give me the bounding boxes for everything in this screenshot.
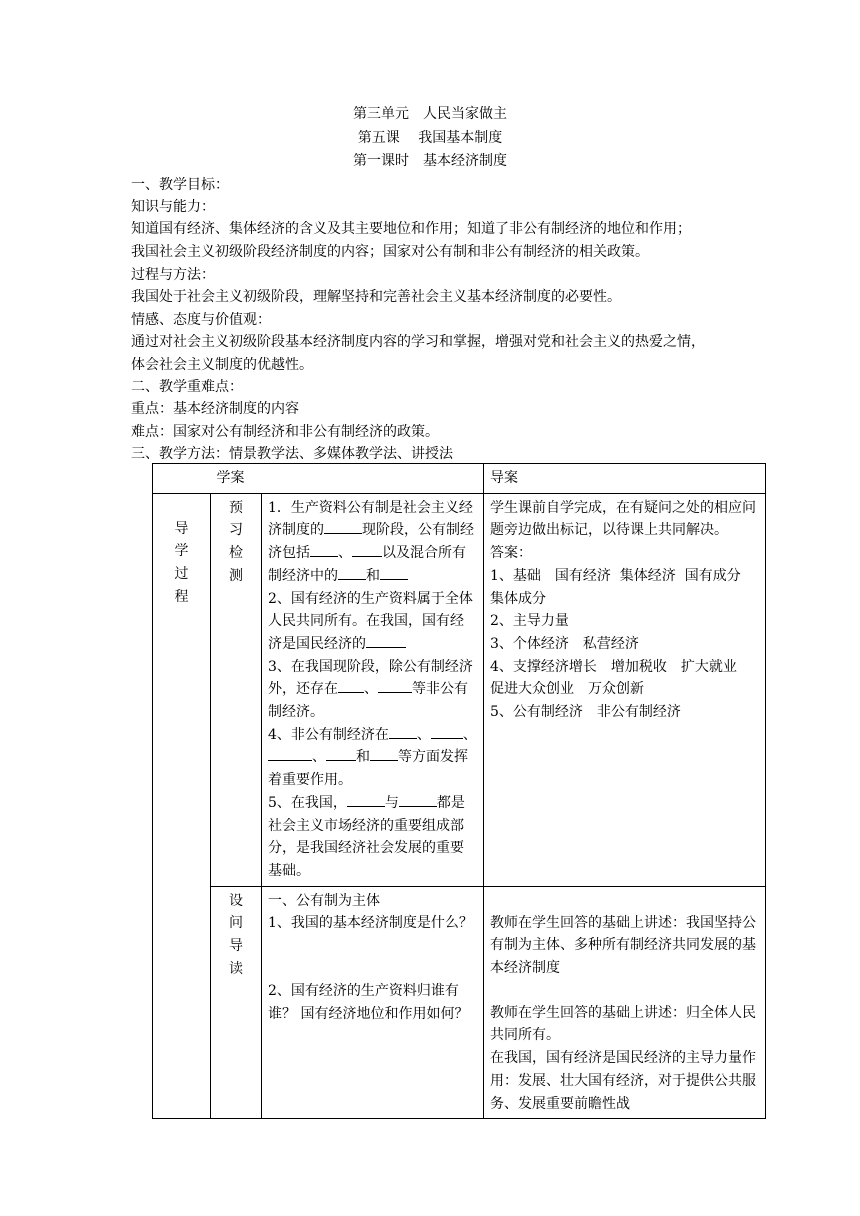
question-1: 1．生产资料公有制是社会主义经济制度的 现阶段，公有制经济包括 、 以及混合所有制经济中的 和 — [268, 499, 474, 584]
body-line: 体会社会主义制度的优越性。 — [131, 357, 313, 373]
body-line: 难点：国家对公有制经济和非公有制经济的政策。 — [131, 424, 439, 440]
body-line: 我国社会主义初级阶段经济制度的内容；国家对公有制和非公有制经济的相关政策。 — [131, 244, 649, 260]
body-line: 通过对社会主义初级阶段基本经济制度内容的学习和掌握，增强对党和社会主义的热爱之情， — [131, 334, 705, 350]
question-4: 4、非公有制经济在 、 、、 和 等方面发挥着重要作用。 — [268, 724, 477, 792]
answer-line: 3、个体经济 私营经济 — [490, 635, 639, 652]
answer-line: 2、主导力量 — [490, 613, 569, 630]
guided-answers: 教师在学生回答的基础上讲述：我国坚持公有制为主体、多种所有制经济共同发展的基本经济制度 教师在学生回答的基础上讲述：归全体人民共同所有。 在我国，国有经济是国民经济的主导力量作用：发展、壮大国有经济，对于提供公共服务、发展重要前瞻性战 — [484, 886, 766, 1119]
question-3: 3、在我国现阶段，除公有制经济外，还存在 、 等非公有制经济。 — [268, 658, 473, 721]
question-5: 5、在我国， 与 都是社会主义市场经济的重要组成部分，是我国经济社会发展的重要基础。 — [268, 792, 477, 883]
body-line: 知道国有经济、集体经济的含义及其主要地位和作用；知道了非公有制经济的地位和作用； — [131, 221, 691, 237]
body-line: 过程与方法： — [131, 267, 215, 283]
title-period: 第一课时 基本经济制度 — [353, 153, 507, 169]
answer-line: 4、支撑经济增长 增加税收 扩大就业 促进大众创业 万众创新 — [490, 658, 751, 698]
table-header-row — [153, 464, 766, 494]
answer-line: 5、公有制经济 非公有制经济 — [490, 704, 681, 721]
table-row — [153, 886, 766, 1119]
title-unit: 第三单元 人民当家做主 — [353, 106, 507, 122]
process-label: 导 学 过 程 — [153, 493, 211, 1119]
body-line: 重点：基本经济制度的内容 — [131, 401, 299, 417]
body-line: 知识与能力： — [131, 199, 215, 215]
section-guided-label: 设 问 导 读 — [211, 886, 262, 1119]
body-line: 二、教学重难点： — [131, 379, 243, 395]
title-lesson: 第五课 我国基本制度 — [357, 130, 503, 146]
body-line: 情感、态度与价值观： — [131, 312, 271, 328]
header-daoan: 导案 — [484, 464, 766, 494]
body-line: 一、教学目标： — [131, 177, 229, 193]
section-preview-label: 预 习 检 测 — [211, 493, 262, 886]
preview-questions — [262, 493, 484, 886]
guided-questions: 一、公有制为主体 1、我国的基本经济制度是什么？ 2、国有经济的生产资料归谁有谁？ 国有经济地位和作用如何？ — [262, 886, 484, 1119]
question-2: 2、国有经济的生产资料属于全体人民共同所有。在我国，国有经济是国民经济的 — [268, 590, 473, 652]
header-xuean: 学案 — [211, 464, 484, 494]
body-line: 三、教学方法：情景教学法、多媒体教学法、讲授法 — [131, 446, 453, 462]
preview-guide: 学生课前自学完成，在有疑问之处的相应问题旁边做出标记，以待课上共同解决。 答案： 1、基础 国有经济 集体经济 国有成分 集体成分 2、主导力量 3、个体经济 私营经济 4、支撑经济增长 增加税收 扩大就业 促进大众创业 万众创新 5、公有制经济 非公有制经济 — [484, 493, 766, 886]
lesson-table — [152, 463, 766, 1119]
answer-line: 1、基础 国有经济 集体经济 国有成分 集体成分 — [490, 567, 755, 607]
body-line: 我国处于社会主义初级阶段，理解坚持和完善社会主义基本经济制度的必要性。 — [131, 289, 621, 305]
table-row — [153, 493, 766, 886]
